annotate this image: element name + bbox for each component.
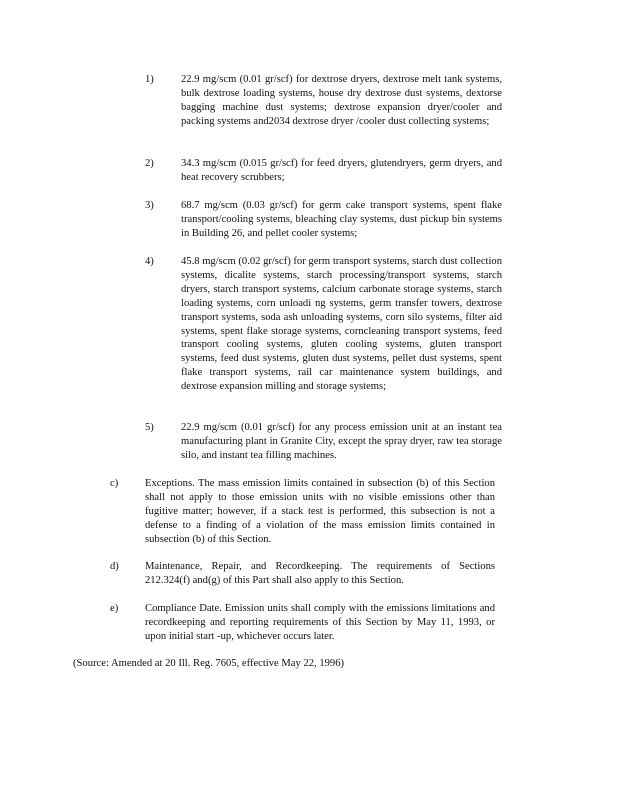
item-text: 68.7 mg/scm (0.03 gr/scf) for germ cake transport systems, spent flake transport/cooling systems, bleaching clay systems, dust pickup bin systems in Building 26, and pellet cooler systems; <box>181 200 502 239</box>
item-text: 45.8 mg/scm (0.02 gr/scf) for germ transport systems, starch dust collection systems, dicalite systems, starch processing/transport systems, starch dryers, starch transport systems, calcium carbonate storage systems, starch loading systems, corn unloadi ng systems, germ transfer towers, dextrose transport systems, soda ash unloading systems, corn silo systems, filter aid systems, spent flake storage systems, corncleaning transport systems, feed transport cooling systems, gluten cooling systems, gluten transport systems, feed dust systems, gluten dust systems, pellet dust systems, spent flake transport systems, rail car maintenance system buildings, and dextrose expansion milling and storage systems; <box>181 256 502 393</box>
item-label: c) <box>110 478 119 489</box>
item-label: 2) <box>145 158 154 169</box>
item-label: 5) <box>145 422 154 433</box>
item-label: 3) <box>145 200 154 211</box>
item-text: Compliance Date. Emission units shall comply with the emissions limitations and recordkeeping and reporting requirements of this Section by May 11, 1993, or upon initial start -up, whichever occurs later. <box>145 603 495 642</box>
item-text: Maintenance, Repair, and Recordkeeping. The requirements of Sections 212.324(f) and(g) of this Part shall also apply to this Section. <box>145 561 495 586</box>
source-note: (Source: Amended at 20 Ill. Reg. 7605, effective May 22, 1996) <box>73 658 345 669</box>
item-label: d) <box>110 561 119 572</box>
item-label: 1) <box>145 74 154 85</box>
item-label: e) <box>110 603 119 614</box>
item-text: Exceptions. The mass emission limits contained in subsection (b) of this Section shall not apply to those emission units with no visible emissions other than fugitive matter; however, if a stack test is performed, this subsection is not a defense to a finding of a violation of the mass emission limits contained in subsection (b) of this Section. <box>145 478 495 545</box>
item-text: 22.9 mg/scm (0.01 gr/scf) for dextrose dryers, dextrose melt tank systems, bulk dextrose loading systems, house dry dextrose dust systems, dextorse bagging machine dust systems; dextrose expansion dryer/cooler and packing systems and2034 dextrose dryer /cooler dust collecting systems; <box>181 74 502 127</box>
item-label: 4) <box>145 256 154 267</box>
item-text: 22.9 mg/scm (0.01 gr/scf) for any process emission unit at an instant tea manufacturing plant in Granite City, except the spray dryer, raw tea storage silo, and instant tea filling machines. <box>181 422 502 461</box>
item-text: 34.3 mg/scm (0.015 gr/scf) for feed dryers, glutendryers, germ dryers, and heat recovery scrubbers; <box>181 158 502 183</box>
